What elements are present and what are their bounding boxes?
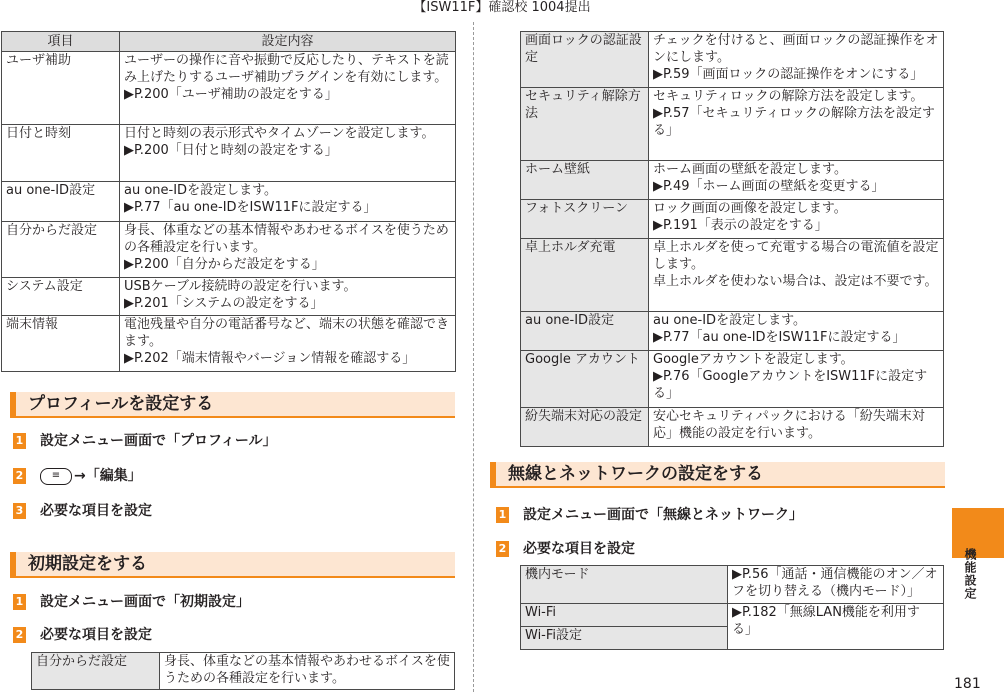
column-divider (473, 22, 474, 692)
page-reference-link[interactable]: ▶P.59「画面ロックの認証操作をオンにする」 (653, 67, 924, 82)
table-row (2, 52, 456, 125)
section-heading-profile: プロフィールを設定する (10, 392, 455, 418)
row-value (649, 351, 944, 408)
row-description: Googleアカウントを設定します。 (653, 352, 854, 367)
page-reference-link[interactable]: ▶P.77「au one-IDをISW11Fに設定する」 (124, 200, 377, 215)
step-text: 設定メニュー画面で「プロフィール」 (40, 433, 277, 449)
step-number-badge: 1 (496, 507, 509, 523)
row-description: USBケーブル接続時の設定を行います。 (124, 279, 357, 294)
row-description: セキュリティロックの解除方法を設定します。 (653, 89, 924, 104)
row-value (649, 32, 944, 88)
row-key: Wi-Fi設定 (521, 627, 728, 650)
page-reference-link[interactable]: ▶P.76「GoogleアカウントをISW11Fに設定する」 (653, 369, 928, 401)
table-row (2, 278, 456, 316)
row-description: ホーム画面の壁紙を設定します。 (653, 162, 847, 177)
row-description: au one-IDを設定します。 (653, 313, 807, 328)
table-row (521, 88, 944, 161)
step-2 (496, 540, 635, 558)
page-reference-link[interactable]: ▶P.191「表示の設定をする」 (653, 218, 828, 233)
row-description: 安心セキュリティパックにおける「紛失端末対応」機能の設定を行います。 (653, 409, 925, 441)
row-description: 電池残量や自分の電話番号など、端末の状態を確認できます。 (124, 317, 450, 349)
page-reference-link[interactable]: ▶P.77「au one-IDをISW11Fに設定する」 (653, 330, 906, 345)
page-reference-link[interactable]: ▶P.201「システムの設定をする」 (124, 296, 324, 311)
step-text: 必要な項目を設定 (40, 503, 152, 519)
table-row (521, 604, 944, 627)
row-value (649, 200, 944, 239)
step-number-badge: 2 (496, 541, 509, 557)
step-text: 必要な項目を設定 (40, 627, 152, 643)
step-2 (13, 626, 152, 644)
settings-table-right (520, 31, 944, 447)
step-number-badge: 2 (13, 627, 26, 643)
step-number-badge: 1 (13, 433, 26, 449)
row-value (649, 161, 944, 200)
page-reference-link[interactable]: ▶P.182「無線LAN機能を利用する」 (728, 604, 944, 650)
row-description: au one-IDを設定します。 (124, 183, 278, 198)
row-description: ユーザーの操作に音や振動で反応したり、テキストを読み上げたりするユーザ補助プラグインを有効にします。 (124, 53, 449, 85)
row-value (120, 222, 456, 278)
row-key: 自分からだ設定 (32, 653, 160, 690)
table-row (32, 653, 455, 690)
row-description: ロック画面の画像を設定します。 (653, 201, 847, 216)
step-number-badge: 3 (13, 503, 26, 519)
row-description: 日付と時刻の表示形式やタイムゾーンを設定します。 (124, 126, 435, 141)
section-heading-wireless-network: 無線とネットワークの設定をする (490, 462, 945, 488)
row-key: 紛失端末対応の設定 (521, 408, 649, 447)
row-key: 機内モード (521, 566, 728, 604)
section-heading-initial-settings: 初期設定をする (10, 552, 455, 578)
row-key: セキュリティ解除方法 (521, 88, 649, 161)
table-row (521, 566, 944, 604)
page-reference-link[interactable]: ▶P.49「ホーム画面の壁紙を変更する」 (653, 179, 885, 194)
table-row (2, 222, 456, 278)
step-1 (13, 432, 277, 450)
table-row (2, 125, 456, 182)
step-text: 設定メニュー画面で「初期設定」 (40, 594, 250, 610)
settings-table-left (1, 31, 456, 372)
step-1 (496, 506, 803, 524)
page-reference-link[interactable]: ▶P.200「日付と時刻の設定をする」 (124, 143, 338, 158)
row-value (649, 408, 944, 447)
row-key: 自分からだ設定 (2, 222, 120, 278)
table-row (521, 200, 944, 239)
row-value (649, 312, 944, 351)
row-key: 日付と時刻 (2, 125, 120, 182)
step-text: 設定メニュー画面で「無線とネットワーク」 (523, 507, 803, 523)
row-value (120, 125, 456, 182)
row-value (649, 88, 944, 161)
page-reference-link[interactable]: ▶P.202「端末情報やバージョン情報を確認する」 (124, 351, 416, 366)
table-row (521, 351, 944, 408)
table-row (521, 32, 944, 88)
row-key: ホーム壁紙 (521, 161, 649, 200)
column-header-item: 項目 (2, 32, 120, 52)
step-number-badge: 2 (13, 468, 26, 484)
row-key: Google アカウント (521, 351, 649, 408)
row-key: Wi-Fi (521, 604, 728, 627)
row-description: 卓上ホルダを使って充電する場合の電流値を設定します。 (653, 240, 939, 272)
wireless-settings-table (520, 565, 944, 650)
row-key: 画面ロックの認証設定 (521, 32, 649, 88)
row-key: システム設定 (2, 278, 120, 316)
table-row (521, 161, 944, 200)
step-3 (13, 502, 152, 520)
row-key: ユーザ補助 (2, 52, 120, 125)
row-value (120, 182, 456, 222)
table-row (521, 408, 944, 447)
step-text: →「編集」 (74, 468, 142, 484)
row-value (120, 316, 456, 372)
row-description: チェックを付けると、画面ロックの認証操作をオンにします。 (653, 33, 939, 65)
step-number-badge: 1 (13, 594, 26, 610)
chapter-label: 機能設定 (963, 548, 977, 600)
row-note: 卓上ホルダを使わない場合は、設定は不要です。 (653, 274, 938, 289)
step-2 (13, 467, 142, 485)
row-value (120, 278, 456, 316)
step-1 (13, 593, 250, 611)
page-reference-link[interactable]: ▶P.200「自分からだ設定をする」 (124, 257, 325, 272)
step-text: 必要な項目を設定 (523, 541, 635, 557)
table-header-row (2, 32, 456, 52)
table-row (2, 316, 456, 372)
table-row (2, 182, 456, 222)
column-header-content: 設定内容 (120, 32, 456, 52)
table-row (521, 239, 944, 312)
page-reference-link[interactable]: ▶P.57「セキュリティロックの解除方法を設定する」 (653, 106, 935, 138)
page-header: 【ISW11F】確認校 1004提出 (413, 0, 591, 15)
row-key: フォトスクリーン (521, 200, 649, 239)
row-key: 端末情報 (2, 316, 120, 372)
page-number: 181 (954, 676, 981, 692)
row-key: au one-ID設定 (521, 312, 649, 351)
page-reference-link[interactable]: ▶P.56「通話・通信機能のオン／オフを切り替える（機内モード）」 (728, 566, 944, 604)
row-description: 身長、体重などの基本情報やあわせるボイスを使うための各種設定を行います。 (124, 223, 449, 255)
row-value (649, 239, 944, 312)
row-value: 身長、体重などの基本情報やあわせるボイスを使うための各種設定を行います。 (160, 653, 455, 690)
initial-settings-table (31, 652, 455, 690)
menu-key-icon: ≡ (40, 468, 72, 485)
row-key: au one-ID設定 (2, 182, 120, 222)
row-value (120, 52, 456, 125)
page-reference-link[interactable]: ▶P.200「ユーザ補助の設定をする」 (124, 87, 338, 102)
row-key: 卓上ホルダ充電 (521, 239, 649, 312)
table-row (521, 312, 944, 351)
